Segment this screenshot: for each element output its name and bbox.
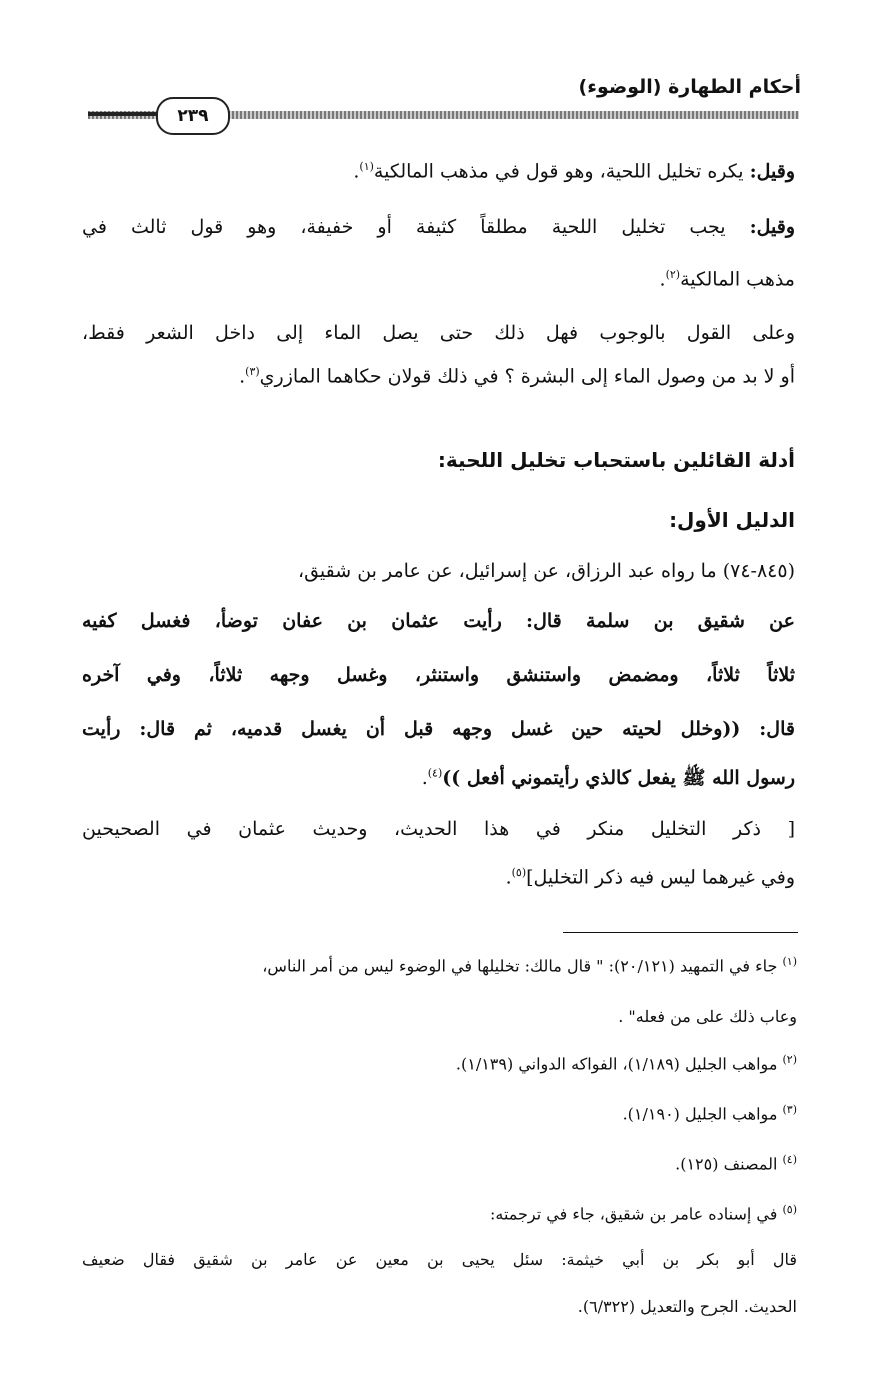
text-run: أدلة القائلين باستحباب تخليل اللحية: bbox=[437, 448, 795, 472]
footnote-line bbox=[82, 1297, 797, 1316]
section-heading bbox=[82, 448, 795, 472]
hadith-text bbox=[82, 664, 795, 686]
header-rule-left bbox=[88, 112, 158, 116]
text-run: مواهب الجليل (١/١٨٩)، الفواكه الدواني (١/١٣٩). bbox=[455, 1054, 783, 1074]
text-run: جاء في التمهيد (٢٠/١٢١): " قال مالك: تخليلها في الوضوء ليس من أمر الناس، bbox=[262, 956, 783, 976]
footnote-line bbox=[82, 1250, 797, 1269]
footnote-marker: (٥) bbox=[511, 866, 527, 879]
footnote-marker: (٤) bbox=[427, 766, 443, 780]
text-run: يكره تخليل اللحية، وهو قول في مذهب المالكية bbox=[373, 160, 750, 183]
footnote-marker: (٣) bbox=[782, 1103, 797, 1116]
text-run: وقيل: bbox=[749, 216, 795, 238]
hadith-text bbox=[82, 610, 795, 632]
text-run: مذهب المالكية bbox=[680, 268, 795, 291]
footnote-line bbox=[82, 955, 797, 975]
body-line bbox=[82, 322, 795, 344]
text-run: الدليل الأول: bbox=[669, 508, 795, 532]
body-line bbox=[82, 160, 795, 182]
footnote-line bbox=[82, 1103, 797, 1123]
author-comment bbox=[82, 866, 795, 888]
footnote-marker: (٢) bbox=[665, 268, 681, 281]
text-run: أو لا بد من وصول الماء إلى البشرة ؟ في ذلك قولان حكاهما المازري bbox=[259, 365, 795, 388]
text-run: . bbox=[421, 767, 428, 789]
text-run: في إسناده عامر بن شقيق، جاء في ترجمته: bbox=[489, 1204, 783, 1224]
footnote-marker: (٤) bbox=[782, 1153, 797, 1166]
text-run: المصنف (١٢٥). bbox=[675, 1154, 783, 1174]
footnote-marker: (١) bbox=[359, 160, 374, 173]
footnote-marker: (٢) bbox=[782, 1053, 797, 1066]
text-run: قال: ((وخلل لحيته حين غسل وجهه قبل أن يغسل قدميه، ثم قال: رأيت bbox=[82, 718, 795, 740]
body-line bbox=[82, 365, 795, 387]
body-line bbox=[82, 216, 795, 238]
footnote-line bbox=[82, 1153, 797, 1173]
text-run: قال أبو بكر بن أبي خيثمة: سئل يحيى بن معين عن عامر بن شقيق فقال ضعيف bbox=[82, 1250, 797, 1269]
page-number: ٢٣٩ bbox=[156, 97, 230, 135]
text-run: . bbox=[659, 268, 666, 291]
hadith-text bbox=[82, 766, 795, 794]
running-header-title: أحكام الطهارة (الوضوء) bbox=[578, 76, 801, 98]
text-run: . bbox=[353, 160, 360, 183]
text-run: الحديث. الجرح والتعديل (٦/٣٢٢). bbox=[577, 1297, 797, 1316]
text-run: وعاب ذلك على من فعله" . bbox=[618, 1007, 797, 1026]
text-run: رسول الله ﷺ يفعل كالذي رأيتموني أفعل )) bbox=[442, 767, 795, 789]
text-run: . bbox=[239, 365, 246, 388]
text-run: (٨٤٥-٧٤) ما رواه عبد الرزاق، عن إسرائيل، عن عامر بن شقيق، bbox=[297, 560, 795, 582]
hadith-chain bbox=[82, 560, 795, 582]
text-run: عن شقيق بن سلمة قال: رأيت عثمان بن عفان توضأ، فغسل كفيه bbox=[82, 610, 795, 632]
footnote-separator bbox=[563, 932, 798, 933]
text-run: وقيل: bbox=[749, 160, 795, 183]
text-run: وعلى القول بالوجوب فهل ذلك حتى يصل الماء إلى داخل الشعر فقط، bbox=[82, 322, 795, 344]
sub-heading bbox=[82, 508, 795, 532]
text-run: . bbox=[505, 866, 512, 889]
footnote-line bbox=[82, 1203, 797, 1223]
text-run: يجب تخليل اللحية مطلقاً كثيفة أو خفيفة، وهو قول ثالث في bbox=[82, 216, 750, 238]
author-comment bbox=[82, 818, 795, 840]
footnote-marker: (١) bbox=[782, 955, 797, 968]
footnote-line bbox=[82, 1053, 797, 1073]
footnote-line bbox=[82, 1007, 797, 1026]
hadith-text bbox=[82, 718, 795, 740]
footnote-marker: (٣) bbox=[245, 365, 260, 378]
text-run: [ ذكر التخليل منكر في هذا الحديث، وحديث عثمان في الصحيحين bbox=[82, 818, 795, 840]
text-run: مواهب الجليل (١/١٩٠). bbox=[622, 1104, 783, 1124]
text-run: وفي غيرهما ليس فيه ذكر التخليل] bbox=[526, 866, 795, 889]
body-line bbox=[82, 268, 795, 290]
footnote-marker: (٥) bbox=[782, 1203, 797, 1216]
text-run: ثلاثاً ثلاثاً، ومضمض واستنشق واستنثر، وغسل وجهه ثلاثاً، وفي آخره bbox=[82, 664, 795, 686]
